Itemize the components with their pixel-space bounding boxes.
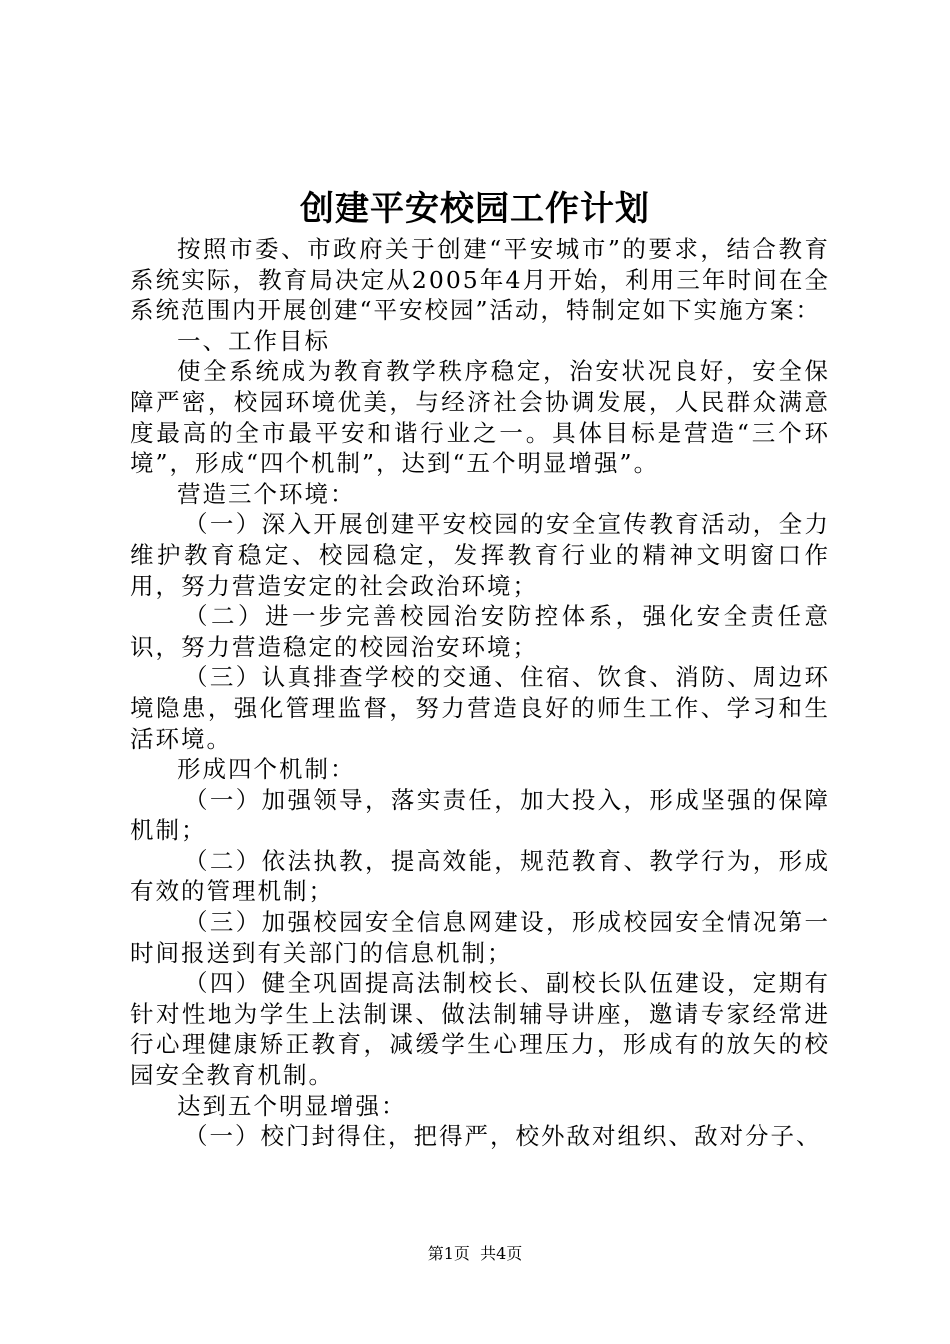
subheading-three-environments: 营造三个环境： [177, 479, 356, 508]
list-item: （一）深入开展创建平安校园的安全宣传教育活动，全力维护教育稳定、校园稳定，发挥教育行业的精神文明窗口作用，努力营造安定的社会政治环境； [130, 510, 830, 600]
list-item: （四）健全巩固提高法制校长、副校长队伍建设，定期有针对性地为学生上法制课、做法制辅导讲座，邀请专家经常进行心理健康矫正教育，减缓学生心理压力，形成有的放矢的校园安全教育机制。 [130, 969, 830, 1090]
list-item: （三）加强校园安全信息网建设，形成校园安全情况第一时间报送到有关部门的信息机制； [130, 908, 830, 967]
document-body [130, 234, 830, 1152]
list-item: （一）加强领导，落实责任，加大投入，形成坚强的保障机制； [130, 785, 830, 845]
subheading-five-enhancements: 达到五个明显增强： [177, 1091, 407, 1120]
paragraph-goals: 使全系统成为教育教学秩序稳定，治安状况良好，安全保障严密，校园环境优美，与经济社会协调发展，人民群众满意度最高的全市最平安和谐行业之一。具体目标是营造“三个环境”，形成“四个机制”，达到“五个明显增强”。 [130, 357, 830, 478]
list-item: （二）进一步完善校园治安防控体系，强化安全责任意识，努力营造稳定的校园治安环境； [130, 602, 830, 661]
list-item: （二）依法执教，提高效能，规范教育、教学行为，形成有效的管理机制； [130, 846, 830, 906]
page-total: 共4页 [480, 1244, 523, 1263]
page-footer [0, 1243, 950, 1265]
paragraph-intro: 按照市委、市政府关于创建“平安城市”的要求，结合教育系统实际，教育局决定从2005年4月开始，利用三年时间在全系统范围内开展创建“平安校园”活动，特制定如下实施方案： [130, 235, 830, 325]
document-title: 创建平安校园工作计划 [300, 189, 650, 229]
list-item: （一）校门封得住，把得严，校外敌对组织、敌对分子、 [184, 1122, 822, 1151]
page-number: 第1页 [427, 1244, 470, 1263]
list-item: （三）认真排查学校的交通、住宿、饮食、消防、周边环境隐患，强化管理监督，努力营造良好的师生工作、学习和生活环境。 [130, 663, 830, 753]
heading-work-goals: 一、工作目标 [177, 326, 330, 355]
subheading-four-mechanisms: 形成四个机制： [177, 755, 356, 784]
